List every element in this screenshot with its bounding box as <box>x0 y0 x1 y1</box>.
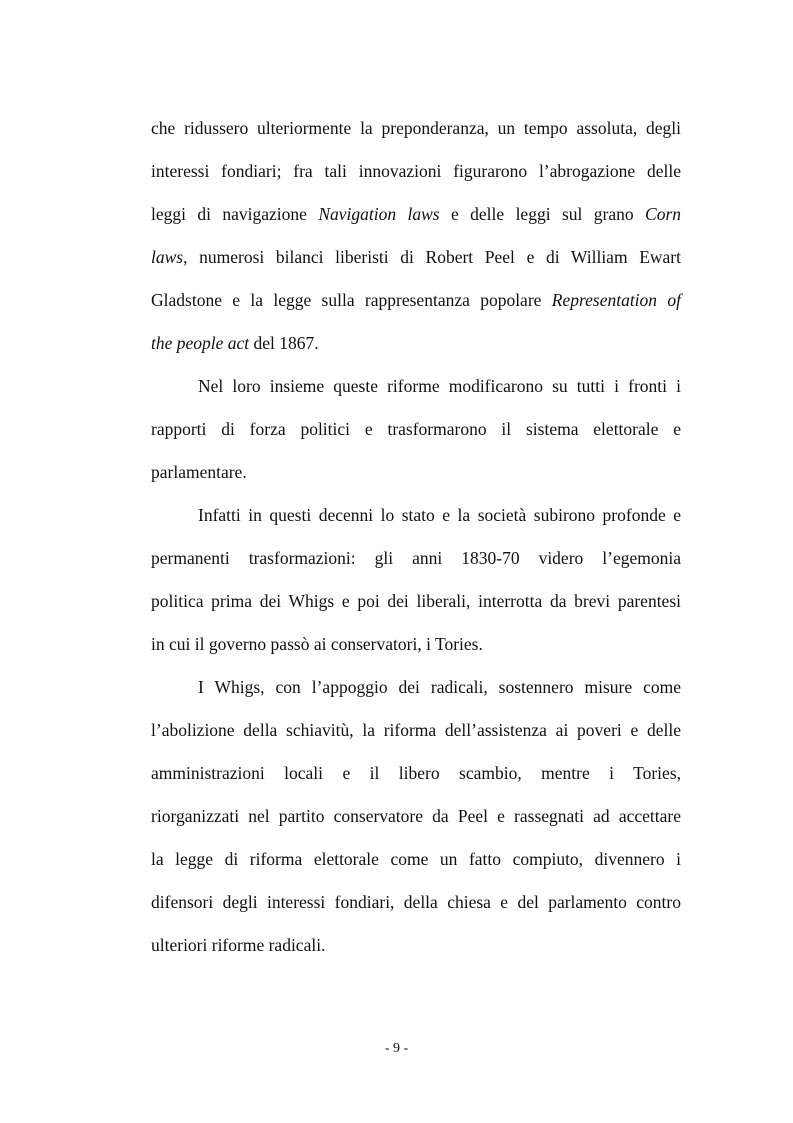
text-line <box>151 580 681 623</box>
text-line <box>151 236 681 279</box>
page-number: - 9 - <box>384 1041 409 1056</box>
text-line <box>151 709 681 752</box>
text-segment: difensori degli interessi fondiari, della chiesa e del parlamento contro <box>151 892 681 912</box>
text-line <box>151 666 681 709</box>
text-line <box>151 838 681 881</box>
text-line <box>151 193 681 236</box>
text-segment: , numerosi bilanci liberisti di Robert Peel e di William Ewart <box>183 247 681 267</box>
text-segment: Gladstone e la legge sulla rappresentanza popolare <box>151 290 552 310</box>
text-line <box>151 451 681 494</box>
text-segment-italic: the people act <box>151 333 250 353</box>
text-segment: parlamentare. <box>151 462 247 482</box>
text-line <box>151 795 681 838</box>
text-line <box>151 924 681 967</box>
paragraph <box>151 494 681 666</box>
text-segment: che ridussero ulteriormente la preponderanza, un tempo assoluta, degli <box>151 118 681 138</box>
text-line <box>151 322 681 365</box>
text-segment: rapporti di forza politici e trasformarono il sistema elettorale e <box>151 419 681 439</box>
text-segment: del 1867. <box>249 333 319 353</box>
paragraph <box>151 666 681 967</box>
text-segment: la legge di riforma elettorale come un fatto compiuto, divennero i <box>151 849 681 869</box>
paragraph <box>151 107 681 365</box>
page-body <box>151 107 681 967</box>
text-line <box>151 881 681 924</box>
text-segment-italic: Corn <box>645 204 681 224</box>
text-segment: interessi fondiari; fra tali innovazioni figurarono l’abrogazione delle <box>151 161 681 181</box>
text-segment: Infatti in questi decenni lo stato e la società subirono profonde e <box>198 505 681 525</box>
text-line <box>151 107 681 150</box>
text-segment: politica prima dei Whigs e poi dei liberali, interrotta da brevi parentesi <box>151 591 681 611</box>
text-segment: amministrazioni locali e il libero scambio, mentre i Tories, <box>151 763 681 783</box>
text-line <box>151 150 681 193</box>
text-segment: permanenti trasformazioni: gli anni 1830-70 videro l’egemonia <box>151 548 681 568</box>
text-segment: l’abolizione della schiavitù, la riforma dell’assistenza ai poveri e delle <box>151 720 681 740</box>
text-segment-italic: Representation of <box>551 290 681 310</box>
text-segment: I Whigs, con l’appoggio dei radicali, sostennero misure come <box>198 677 681 697</box>
text-segment: in cui il governo passò ai conservatori, i Tories. <box>151 634 483 654</box>
text-line <box>151 408 681 451</box>
text-segment: riorganizzati nel partito conservatore da Peel e rassegnati ad accettare <box>151 806 681 826</box>
text-segment: e delle leggi sul grano <box>439 204 646 224</box>
paragraph <box>151 365 681 494</box>
text-segment: ulteriori riforme radicali. <box>151 935 326 955</box>
text-line <box>151 752 681 795</box>
text-line <box>151 279 681 322</box>
text-segment-italic: laws <box>151 247 184 267</box>
text-line <box>151 365 681 408</box>
text-segment-italic: Navigation laws <box>318 204 440 224</box>
text-line <box>151 623 681 666</box>
text-segment: leggi di navigazione <box>151 204 319 224</box>
text-segment: Nel loro insieme queste riforme modificarono su tutti i fronti i <box>198 376 681 396</box>
text-line <box>151 537 681 580</box>
text-line <box>151 494 681 537</box>
